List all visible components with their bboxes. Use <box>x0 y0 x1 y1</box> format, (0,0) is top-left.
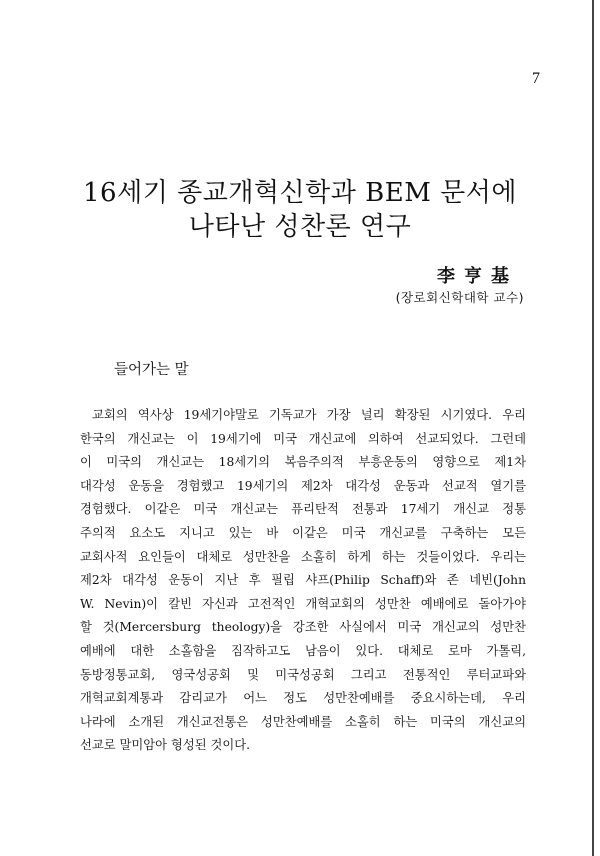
body-line: 교회사적 요인들이 대체로 성만찬을 소홀히 하게 하는 것들이었다. 우리는 <box>80 549 526 564</box>
author-name: 李亨基 <box>437 266 518 287</box>
body-line: 할 것(Mercersburg theology)을 강조한 사실에서 미국 개신교의 성만찬 <box>80 620 526 635</box>
body-paragraph <box>80 404 526 758</box>
body-line: 이 미국의 개신교는 18세기의 복음주의적 부흥운동의 영향으로 제1차 <box>80 455 526 470</box>
scan-edge-line <box>592 0 594 856</box>
body-line: 대각성 운동을 경험했고 19세기의 제2차 대각성 운동과 선교적 열기를 <box>80 478 526 493</box>
section-heading: 들어가는 말 <box>114 362 189 378</box>
body-line: W. Nevin)이 칼빈 자신과 고전적인 개혁교회의 성만찬 예배에로 돌아가야 <box>80 596 526 611</box>
body-line: 개혁교회계통과 감리교가 어느 정도 성만찬예배를 중요시하는데, 우리 <box>80 691 526 706</box>
article-title-line-1: 16세기 종교개혁신학과 BEM 문서에 <box>83 178 517 208</box>
body-line: 동방정통교회, 영국성공회 및 미국성공회 그리고 전통적인 루터교파와 <box>80 667 526 682</box>
body-line: 나라에 소개된 개신교전통은 성만찬예배를 소홀히 하는 미국의 개신교의 <box>80 714 526 729</box>
body-line: 제2차 대각성 운동이 지난 후 필립 샤프(Philip Schaff)와 존 네빈(John <box>80 573 526 588</box>
author-affiliation: (장로회신학대학 교수) <box>395 290 524 305</box>
article-title <box>0 176 600 244</box>
body-line: 선교로 말미암아 형성된 것이다. <box>80 738 251 753</box>
body-line: 주의적 요소도 지니고 있는 바 이같은 미국 개신교를 구축하는 모든 <box>80 525 526 540</box>
page-number: 7 <box>532 70 540 87</box>
body-line: 예배에 대한 소홀함을 짐작하고도 남음이 있다. 대체로 로마 가톨릭, <box>80 643 526 658</box>
body-line: 경험했다. 이같은 미국 개신교는 퓨리탄적 전통과 17세기 개신교 정통 <box>80 502 526 517</box>
body-line: 교회의 역사상 19세기야말로 기독교가 가장 널리 확장된 시기였다. 우리 <box>92 408 526 422</box>
article-title-line-2: 나타난 성찬론 연구 <box>188 212 412 242</box>
body-line: 한국의 개신교는 이 19세기에 미국 개신교에 의하여 선교되었다. 그런데 <box>80 431 526 446</box>
